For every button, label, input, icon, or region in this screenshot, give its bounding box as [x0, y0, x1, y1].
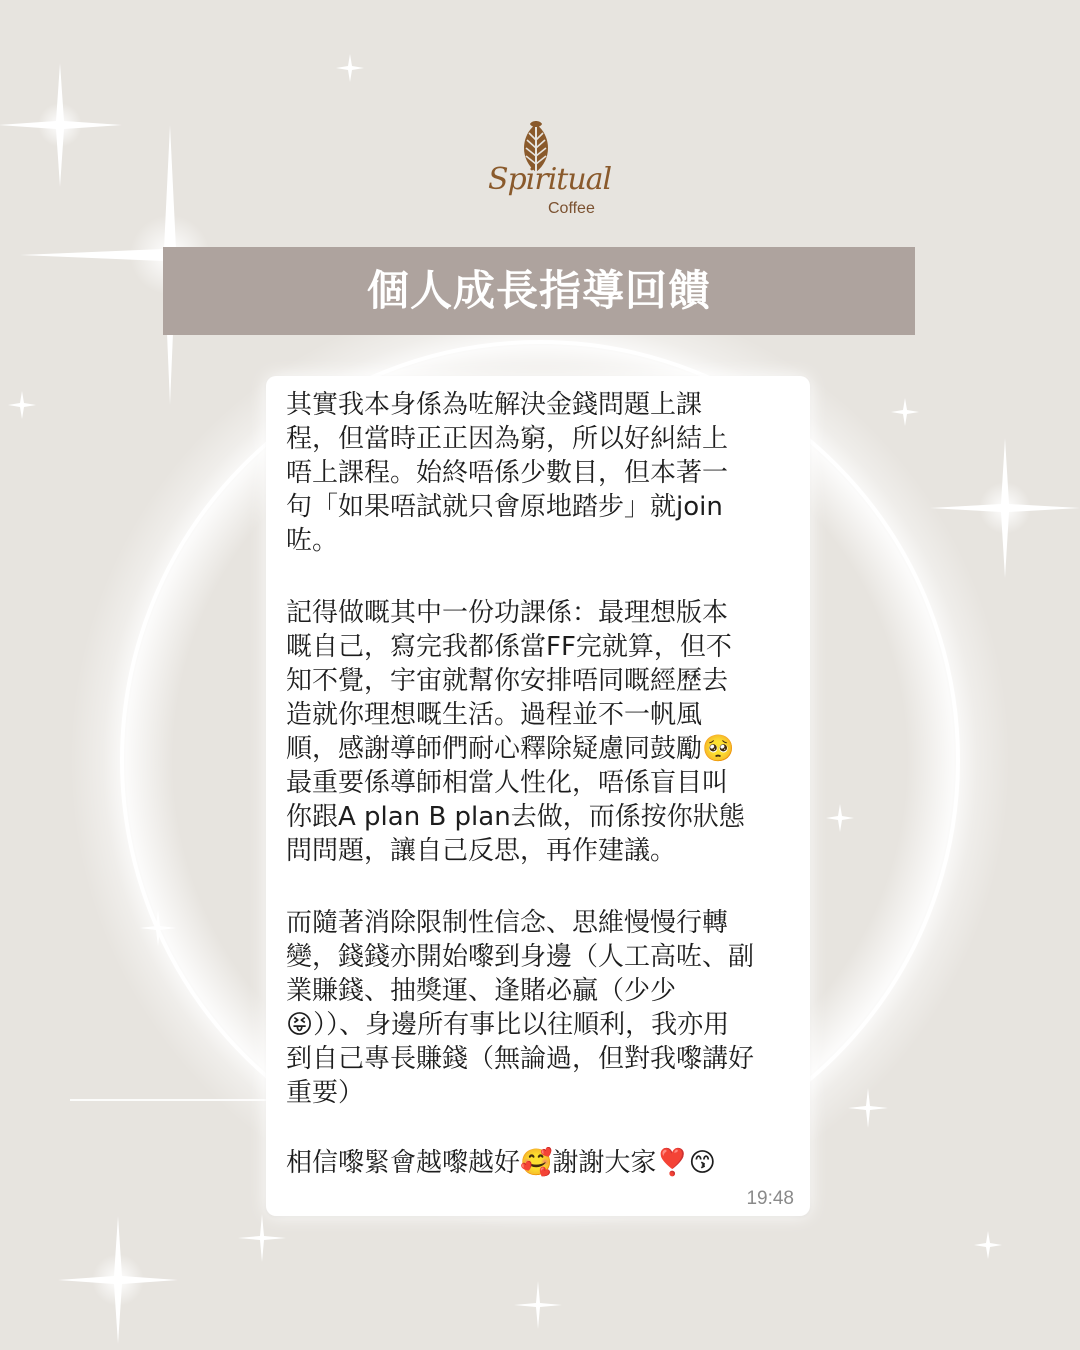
chat-message-bubble	[266, 376, 810, 1216]
message-timestamp: 19:48	[746, 1188, 794, 1209]
message-paragraph-1: 其實我本身係為咗解決金錢問題上課 程，但當時正正因為窮，所以好糾結上 唔上課程。始終唔係少數目，但本著一 句「如果唔試就只會原地踏步」就join 咗。	[286, 390, 729, 556]
logo-script-text: Spiritual	[488, 162, 612, 197]
message-paragraph-3: 而隨著消除限制性信念、思維慢慢行轉 變，錢錢亦開始嚟到身邊（人工高咗、副 業賺錢、抽獎運、逢賭必贏（少少 😝））、身邊所有事比以往順利，我亦用 到自己專長賺錢（無論過，但對我嚟講好 重要）	[286, 908, 755, 1108]
page-title: 個人成長指導回饋	[366, 266, 711, 315]
logo-coffee-text: Coffee	[548, 200, 595, 217]
title-banner	[163, 247, 915, 335]
message-paragraph-4: 相信嚟緊會越嚟越好🥰謝謝大家❣️😙	[286, 1148, 716, 1178]
message-paragraph-2: 記得做嘅其中一份功課係：最理想版本 嘅自己，寫完我都係當FF完就算，但不 知不覺，宇宙就幫你安排唔同嘅經歷去 造就你理想嘅生活。過程並不一帆風 順，感謝導師們耐心釋除疑慮同鼓勵🥺 最重要係導師相當人性化，唔係盲目叫 你跟A plan B plan去做，而係按你狀態 問問題，讓自己反思，再作建議。	[286, 598, 745, 866]
spiritual-coffee-logo	[480, 120, 610, 235]
